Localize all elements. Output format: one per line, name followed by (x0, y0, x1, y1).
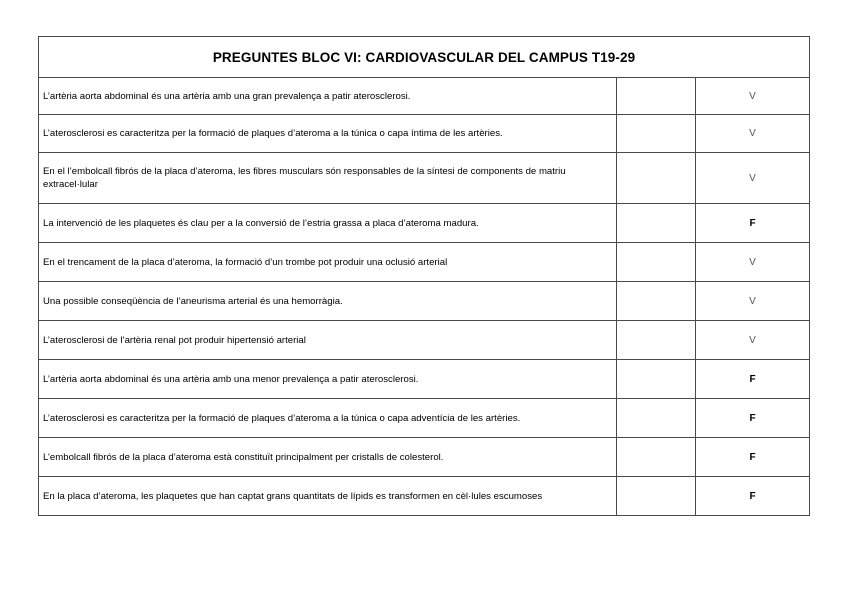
table-row (39, 399, 810, 438)
blank-cell (617, 399, 696, 438)
table-row (39, 282, 810, 321)
blank-cell (617, 153, 696, 204)
question-cell: L’artèria aorta abdominal és una artèria amb una menor prevalença a patir aterosclerosi. (39, 360, 617, 399)
answer-cell: V (696, 153, 810, 204)
title-row (39, 37, 810, 78)
question-cell: En el l’embolcall fibrós de la placa d’ateroma, les fibres musculars són responsables de la síntesi de components de matriu extracel·lular (39, 153, 617, 204)
answer-cell: F (696, 204, 810, 243)
blank-cell (617, 115, 696, 153)
blank-cell (617, 360, 696, 399)
table-row (39, 438, 810, 477)
blank-cell (617, 438, 696, 477)
answer-cell: F (696, 360, 810, 399)
answer-cell: V (696, 282, 810, 321)
question-cell: La intervenció de les plaquetes és clau per a la conversió de l’estria grassa a placa d’ateroma madura. (39, 204, 617, 243)
question-cell: L’aterosclerosi es caracteritza per la formació de plaques d’ateroma a la túnica o capa adventícia de les artèries. (39, 399, 617, 438)
question-cell: L’artèria aorta abdominal és una artèria amb una gran prevalença a patir aterosclerosi. (39, 78, 617, 115)
answer-cell: V (696, 321, 810, 360)
answer-cell: V (696, 115, 810, 153)
table-row (39, 153, 810, 204)
table-row (39, 360, 810, 399)
question-cell: En el trencament de la placa d’ateroma, la formació d’un trombe pot produir una oclusió arterial (39, 243, 617, 282)
table-title: PREGUNTES BLOC VI: CARDIOVASCULAR DEL CAMPUS T19-29 (39, 37, 810, 78)
answer-cell: F (696, 438, 810, 477)
blank-cell (617, 321, 696, 360)
answer-cell: V (696, 78, 810, 115)
table-row (39, 204, 810, 243)
answer-cell: V (696, 243, 810, 282)
blank-cell (617, 78, 696, 115)
question-cell: L’aterosclerosi es caracteritza per la formació de plaques d’ateroma a la túnica o capa íntima de les artèries. (39, 115, 617, 153)
questions-table (38, 36, 810, 516)
table-row (39, 78, 810, 115)
answer-cell: F (696, 477, 810, 516)
table-row (39, 115, 810, 153)
question-cell: Una possible conseqüència de l’aneurisma arterial és una hemorràgia. (39, 282, 617, 321)
blank-cell (617, 477, 696, 516)
table-row (39, 243, 810, 282)
blank-cell (617, 243, 696, 282)
question-cell: L’aterosclerosi de l’artèria renal pot produir hipertensió arterial (39, 321, 617, 360)
question-cell: En la placa d’ateroma, les plaquetes que han captat grans quantitats de lípids es transformen en cèl·lules escumoses (39, 477, 617, 516)
question-cell: L’embolcall fibrós de la placa d’ateroma està constituït principalment per cristalls de colesterol. (39, 438, 617, 477)
table-row (39, 477, 810, 516)
blank-cell (617, 282, 696, 321)
answer-cell: F (696, 399, 810, 438)
blank-cell (617, 204, 696, 243)
table-row (39, 321, 810, 360)
